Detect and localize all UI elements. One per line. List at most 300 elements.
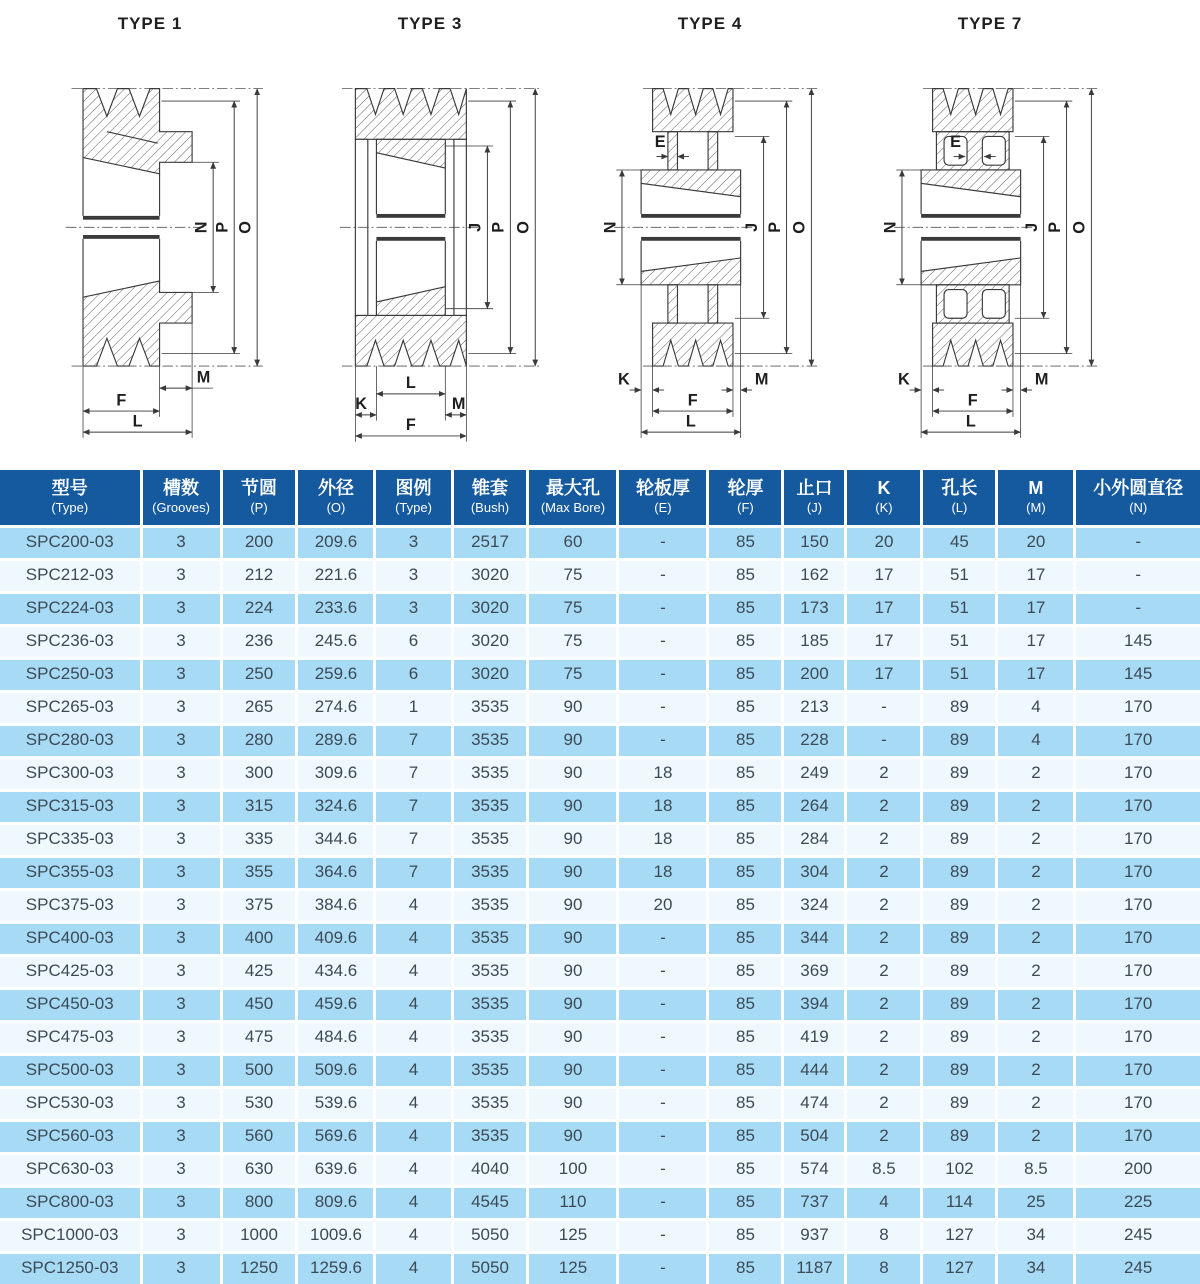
table-cell: 3 bbox=[141, 988, 221, 1021]
table-cell: - bbox=[1075, 592, 1200, 625]
table-cell: 2 bbox=[997, 955, 1075, 988]
table-row bbox=[0, 526, 1200, 559]
header-cell: 型号 (Type) bbox=[0, 470, 141, 526]
dim-label-k: K bbox=[898, 370, 910, 389]
header-cell: 轮板厚 (E) bbox=[618, 470, 708, 526]
table-cell: 90 bbox=[528, 1087, 618, 1120]
header-cell: 锥套 (Bush) bbox=[452, 470, 528, 526]
table-row bbox=[0, 1054, 1200, 1087]
header-cell: 最大孔 (Max Bore) bbox=[528, 470, 618, 526]
table-cell: 221.6 bbox=[297, 559, 375, 592]
table-cell: 3535 bbox=[452, 757, 528, 790]
table-cell: - bbox=[618, 658, 708, 691]
table-cell: 434.6 bbox=[297, 955, 375, 988]
table-cell: 344.6 bbox=[297, 823, 375, 856]
table-cell: - bbox=[618, 922, 708, 955]
table-cell: 85 bbox=[708, 1054, 783, 1087]
table-cell: 45 bbox=[922, 526, 997, 559]
table-cell: 4 bbox=[375, 1186, 452, 1219]
table-cell: 4040 bbox=[452, 1153, 528, 1186]
table-cell: 145 bbox=[1075, 658, 1200, 691]
dim-label-p: P bbox=[489, 221, 508, 233]
table-cell: 25 bbox=[997, 1186, 1075, 1219]
table-cell: 170 bbox=[1075, 1120, 1200, 1153]
table-cell: 3535 bbox=[452, 988, 528, 1021]
table-cell: 3020 bbox=[452, 559, 528, 592]
table-cell: 2 bbox=[846, 889, 922, 922]
table-cell: 170 bbox=[1075, 988, 1200, 1021]
table-cell: 3 bbox=[141, 1087, 221, 1120]
table-cell: 3535 bbox=[452, 1120, 528, 1153]
table-cell: 4 bbox=[375, 1087, 452, 1120]
table-cell: SPC800-03 bbox=[0, 1186, 141, 1219]
table-cell: 800 bbox=[221, 1186, 297, 1219]
table-cell: 6 bbox=[375, 625, 452, 658]
table-cell: - bbox=[618, 1054, 708, 1087]
table-cell: 170 bbox=[1075, 757, 1200, 790]
table-cell: 280 bbox=[221, 724, 297, 757]
dim-label-m: M bbox=[451, 395, 466, 414]
table-cell: 162 bbox=[783, 559, 846, 592]
table-cell: 500 bbox=[221, 1054, 297, 1087]
table-cell: 475 bbox=[221, 1021, 297, 1054]
table-cell: 110 bbox=[528, 1186, 618, 1219]
table-cell: 3535 bbox=[452, 889, 528, 922]
header-cell: K (K) bbox=[846, 470, 922, 526]
table-cell: 3 bbox=[141, 658, 221, 691]
diagram-type-4 bbox=[570, 0, 850, 470]
table-row bbox=[0, 658, 1200, 691]
header-cell: 轮厚 (F) bbox=[708, 470, 783, 526]
table-cell: 170 bbox=[1075, 889, 1200, 922]
table-cell: 409.6 bbox=[297, 922, 375, 955]
table-cell: SPC400-03 bbox=[0, 922, 141, 955]
type-1-drawing bbox=[16, 36, 284, 457]
dim-label-n: N bbox=[601, 221, 620, 234]
table-cell: 51 bbox=[922, 658, 997, 691]
table-cell: 1250 bbox=[221, 1252, 297, 1284]
table-cell: 75 bbox=[528, 658, 618, 691]
dim-label-n: N bbox=[881, 221, 900, 234]
table-cell: - bbox=[618, 592, 708, 625]
table-cell: 3 bbox=[375, 559, 452, 592]
table-cell: 145 bbox=[1075, 625, 1200, 658]
table-cell: 364.6 bbox=[297, 856, 375, 889]
table-cell: 170 bbox=[1075, 823, 1200, 856]
table-cell: 170 bbox=[1075, 955, 1200, 988]
table-row bbox=[0, 1252, 1200, 1284]
dim-label-p: P bbox=[1045, 221, 1064, 233]
table-cell: 85 bbox=[708, 658, 783, 691]
table-cell: 3535 bbox=[452, 691, 528, 724]
table-cell: 85 bbox=[708, 592, 783, 625]
table-cell: 1 bbox=[375, 691, 452, 724]
type-4-drawing bbox=[576, 36, 844, 457]
table-cell: 3 bbox=[141, 1054, 221, 1087]
table-cell: 245.6 bbox=[297, 625, 375, 658]
table-cell: 419 bbox=[783, 1021, 846, 1054]
table-row bbox=[0, 724, 1200, 757]
dim-label-m: M bbox=[754, 370, 769, 389]
diagram-type-3 bbox=[290, 0, 570, 470]
table-cell: 8.5 bbox=[997, 1153, 1075, 1186]
table-cell: 20 bbox=[846, 526, 922, 559]
table-cell: 2 bbox=[846, 955, 922, 988]
table-cell: 809.6 bbox=[297, 1186, 375, 1219]
table-cell: 2 bbox=[997, 1021, 1075, 1054]
table-cell: 2 bbox=[846, 856, 922, 889]
table-cell: SPC630-03 bbox=[0, 1153, 141, 1186]
dim-label-j: J bbox=[742, 222, 761, 232]
table-cell: SPC1000-03 bbox=[0, 1219, 141, 1252]
table-cell: 384.6 bbox=[297, 889, 375, 922]
table-cell: 2 bbox=[997, 889, 1075, 922]
diagrams-row bbox=[0, 0, 1200, 470]
table-cell: SPC200-03 bbox=[0, 526, 141, 559]
table-cell: 17 bbox=[846, 658, 922, 691]
table-cell: 324.6 bbox=[297, 790, 375, 823]
table-cell: 8 bbox=[846, 1219, 922, 1252]
table-cell: 3 bbox=[141, 856, 221, 889]
table-cell: 259.6 bbox=[297, 658, 375, 691]
table-cell: 3 bbox=[141, 889, 221, 922]
table-cell: - bbox=[618, 625, 708, 658]
table-cell: 127 bbox=[922, 1252, 997, 1284]
table-cell: 170 bbox=[1075, 856, 1200, 889]
table-cell: 315 bbox=[221, 790, 297, 823]
table-row bbox=[0, 790, 1200, 823]
table-cell: 3 bbox=[375, 526, 452, 559]
table-cell: 150 bbox=[783, 526, 846, 559]
dim-label-l: L bbox=[132, 412, 143, 431]
table-cell: 2 bbox=[846, 1087, 922, 1120]
dim-label-p: P bbox=[765, 221, 784, 233]
table-cell: 213 bbox=[783, 691, 846, 724]
dim-label-f: F bbox=[405, 416, 416, 435]
table-cell: - bbox=[846, 691, 922, 724]
table-cell: 170 bbox=[1075, 1087, 1200, 1120]
table-cell: 90 bbox=[528, 1021, 618, 1054]
pulley-section bbox=[66, 89, 263, 366]
table-cell: 90 bbox=[528, 691, 618, 724]
table-cell: 3 bbox=[141, 1021, 221, 1054]
table-cell: 185 bbox=[783, 625, 846, 658]
table-cell: 2 bbox=[997, 823, 1075, 856]
table-cell: 89 bbox=[922, 988, 997, 1021]
table-row bbox=[0, 592, 1200, 625]
table-cell: 4 bbox=[846, 1186, 922, 1219]
table-cell: SPC425-03 bbox=[0, 955, 141, 988]
table-cell: 114 bbox=[922, 1186, 997, 1219]
table-cell: SPC280-03 bbox=[0, 724, 141, 757]
table-cell: 51 bbox=[922, 559, 997, 592]
table-cell: 51 bbox=[922, 592, 997, 625]
table-cell: 2 bbox=[846, 922, 922, 955]
table-cell: 89 bbox=[922, 757, 997, 790]
table-cell: 89 bbox=[922, 1120, 997, 1153]
table-cell: 75 bbox=[528, 592, 618, 625]
table-cell: 3 bbox=[141, 559, 221, 592]
diagram-title: TYPE 3 bbox=[397, 14, 463, 33]
table-cell: 170 bbox=[1075, 922, 1200, 955]
table-cell: - bbox=[618, 1219, 708, 1252]
header-row bbox=[0, 470, 1200, 526]
table-cell: 233.6 bbox=[297, 592, 375, 625]
table-cell: 173 bbox=[783, 592, 846, 625]
table-cell: 89 bbox=[922, 1021, 997, 1054]
table-cell: 3535 bbox=[452, 1054, 528, 1087]
table-cell: 4 bbox=[375, 1252, 452, 1284]
table-row bbox=[0, 988, 1200, 1021]
dim-label-l: L bbox=[405, 374, 416, 393]
table-cell: 375 bbox=[221, 889, 297, 922]
table-cell: 4 bbox=[997, 691, 1075, 724]
table-cell: 250 bbox=[221, 658, 297, 691]
table-cell: 274.6 bbox=[297, 691, 375, 724]
table-cell: - bbox=[1075, 559, 1200, 592]
header-cell: 图例 (Type) bbox=[375, 470, 452, 526]
diagram-title: TYPE 7 bbox=[957, 14, 1023, 33]
table-cell: 3 bbox=[141, 1252, 221, 1284]
dim-label-l: L bbox=[685, 412, 696, 431]
table-cell: 2517 bbox=[452, 526, 528, 559]
table-cell: 85 bbox=[708, 1153, 783, 1186]
table-cell: - bbox=[618, 691, 708, 724]
header-cell: 小外圆直径 (N) bbox=[1075, 470, 1200, 526]
table-cell: 85 bbox=[708, 1021, 783, 1054]
table-cell: 85 bbox=[708, 757, 783, 790]
table-cell: SPC315-03 bbox=[0, 790, 141, 823]
table-cell: 4545 bbox=[452, 1186, 528, 1219]
table-cell: 2 bbox=[997, 1087, 1075, 1120]
table-cell: 1187 bbox=[783, 1252, 846, 1284]
table-cell: 4 bbox=[997, 724, 1075, 757]
table-cell: 17 bbox=[846, 559, 922, 592]
table-cell: 3 bbox=[141, 1120, 221, 1153]
table-cell: 127 bbox=[922, 1219, 997, 1252]
table-row bbox=[0, 922, 1200, 955]
table-cell: 289.6 bbox=[297, 724, 375, 757]
table-cell: 2 bbox=[846, 988, 922, 1021]
table-cell: 509.6 bbox=[297, 1054, 375, 1087]
table-cell: 89 bbox=[922, 1087, 997, 1120]
table-cell: SPC560-03 bbox=[0, 1120, 141, 1153]
table-cell: 4 bbox=[375, 1054, 452, 1087]
table-cell: 7 bbox=[375, 790, 452, 823]
dim-label-m: M bbox=[1034, 370, 1049, 389]
table-cell: 344 bbox=[783, 922, 846, 955]
table-cell: 2 bbox=[997, 988, 1075, 1021]
table-cell: 265 bbox=[221, 691, 297, 724]
table-cell: 85 bbox=[708, 724, 783, 757]
table-cell: 17 bbox=[997, 559, 1075, 592]
header-cell: 外径 (O) bbox=[297, 470, 375, 526]
table-cell: 4 bbox=[375, 955, 452, 988]
table-cell: 170 bbox=[1075, 691, 1200, 724]
table-row bbox=[0, 955, 1200, 988]
table-cell: 90 bbox=[528, 1120, 618, 1153]
dim-label-f: F bbox=[687, 391, 698, 410]
table-cell: 170 bbox=[1075, 1054, 1200, 1087]
table-cell: 2 bbox=[997, 922, 1075, 955]
dim-label-e: E bbox=[950, 132, 961, 151]
table-cell: 3535 bbox=[452, 922, 528, 955]
diagram-type-7 bbox=[850, 0, 1130, 470]
table-cell: 394 bbox=[783, 988, 846, 1021]
table-cell: 18 bbox=[618, 790, 708, 823]
table-cell: 4 bbox=[375, 1153, 452, 1186]
header-cell: 槽数 (Grooves) bbox=[141, 470, 221, 526]
table-cell: 2 bbox=[846, 790, 922, 823]
table-cell: 90 bbox=[528, 856, 618, 889]
dim-label-n: N bbox=[192, 221, 211, 234]
table-cell: SPC250-03 bbox=[0, 658, 141, 691]
table-cell: 369 bbox=[783, 955, 846, 988]
table-cell: 355 bbox=[221, 856, 297, 889]
table-cell: 1000 bbox=[221, 1219, 297, 1252]
table-cell: - bbox=[618, 1252, 708, 1284]
type-3-drawing bbox=[296, 36, 564, 457]
header-cell: 孔长 (L) bbox=[922, 470, 997, 526]
dim-label-j: J bbox=[466, 222, 485, 232]
table-cell: 17 bbox=[846, 625, 922, 658]
table-row bbox=[0, 1153, 1200, 1186]
table-row bbox=[0, 889, 1200, 922]
table-cell: 444 bbox=[783, 1054, 846, 1087]
table-cell: SPC530-03 bbox=[0, 1087, 141, 1120]
table-cell: - bbox=[618, 1120, 708, 1153]
table-cell: 225 bbox=[1075, 1186, 1200, 1219]
table-cell: 3 bbox=[141, 592, 221, 625]
dim-label-p: P bbox=[213, 221, 232, 233]
table-row bbox=[0, 1186, 1200, 1219]
table-cell: 3535 bbox=[452, 955, 528, 988]
table-cell: 34 bbox=[997, 1252, 1075, 1284]
table-cell: 85 bbox=[708, 1186, 783, 1219]
table-cell: SPC236-03 bbox=[0, 625, 141, 658]
table-cell: 85 bbox=[708, 922, 783, 955]
table-cell: 3 bbox=[141, 790, 221, 823]
table-cell: 85 bbox=[708, 988, 783, 1021]
table-cell: 3 bbox=[141, 1186, 221, 1219]
table-cell: 224 bbox=[221, 592, 297, 625]
table-cell: 170 bbox=[1075, 1021, 1200, 1054]
table-row bbox=[0, 625, 1200, 658]
table-cell: 89 bbox=[922, 922, 997, 955]
table-row bbox=[0, 559, 1200, 592]
table-cell: 125 bbox=[528, 1252, 618, 1284]
table-cell: 560 bbox=[221, 1120, 297, 1153]
table-cell: 300 bbox=[221, 757, 297, 790]
table-cell: 170 bbox=[1075, 790, 1200, 823]
table-cell: 245 bbox=[1075, 1252, 1200, 1284]
table-cell: SPC224-03 bbox=[0, 592, 141, 625]
table-cell: 236 bbox=[221, 625, 297, 658]
table-cell: 85 bbox=[708, 955, 783, 988]
table-cell: 17 bbox=[997, 592, 1075, 625]
table-cell: 8 bbox=[846, 1252, 922, 1284]
table-cell: 90 bbox=[528, 988, 618, 1021]
table-cell: 2 bbox=[846, 757, 922, 790]
table-cell: 89 bbox=[922, 889, 997, 922]
table-cell: 5050 bbox=[452, 1252, 528, 1284]
table-cell: 102 bbox=[922, 1153, 997, 1186]
table-cell: 90 bbox=[528, 889, 618, 922]
table-cell: 18 bbox=[618, 856, 708, 889]
table-cell: 245 bbox=[1075, 1219, 1200, 1252]
table-cell: 3535 bbox=[452, 1021, 528, 1054]
table-cell: 125 bbox=[528, 1219, 618, 1252]
table-cell: 17 bbox=[846, 592, 922, 625]
table-cell: SPC355-03 bbox=[0, 856, 141, 889]
table-cell: 324 bbox=[783, 889, 846, 922]
table-cell: 3535 bbox=[452, 823, 528, 856]
table-cell: 2 bbox=[997, 856, 1075, 889]
table-cell: 89 bbox=[922, 955, 997, 988]
table-cell: SPC212-03 bbox=[0, 559, 141, 592]
table-cell: - bbox=[618, 1153, 708, 1186]
table-cell: 2 bbox=[846, 1054, 922, 1087]
table-cell: 3 bbox=[141, 1153, 221, 1186]
table-cell: SPC300-03 bbox=[0, 757, 141, 790]
table-cell: 3535 bbox=[452, 790, 528, 823]
table-cell: 7 bbox=[375, 823, 452, 856]
table-cell: 89 bbox=[922, 823, 997, 856]
table-cell: 1259.6 bbox=[297, 1252, 375, 1284]
table-cell: - bbox=[846, 724, 922, 757]
table-cell: 1009.6 bbox=[297, 1219, 375, 1252]
table-cell: 2 bbox=[997, 757, 1075, 790]
table-cell: 90 bbox=[528, 955, 618, 988]
table-cell: SPC500-03 bbox=[0, 1054, 141, 1087]
table-cell: 569.6 bbox=[297, 1120, 375, 1153]
table-cell: 85 bbox=[708, 1219, 783, 1252]
table-cell: 484.6 bbox=[297, 1021, 375, 1054]
table-cell: 284 bbox=[783, 823, 846, 856]
table-cell: 3 bbox=[141, 955, 221, 988]
table-cell: 85 bbox=[708, 889, 783, 922]
spec-table bbox=[0, 470, 1200, 1284]
table-cell: 4 bbox=[375, 889, 452, 922]
dim-label-l: L bbox=[965, 412, 976, 431]
table-cell: SPC375-03 bbox=[0, 889, 141, 922]
table-cell: 3 bbox=[141, 691, 221, 724]
table-cell: 400 bbox=[221, 922, 297, 955]
table-cell: 85 bbox=[708, 823, 783, 856]
table-cell: 4 bbox=[375, 1219, 452, 1252]
table-cell: 51 bbox=[922, 625, 997, 658]
table-cell: 639.6 bbox=[297, 1153, 375, 1186]
table-cell: 3 bbox=[141, 823, 221, 856]
dim-label-k: K bbox=[618, 370, 630, 389]
table-cell: 3020 bbox=[452, 592, 528, 625]
table-cell: 2 bbox=[997, 1120, 1075, 1153]
table-cell: 89 bbox=[922, 724, 997, 757]
table-cell: 3 bbox=[141, 724, 221, 757]
dim-label-m: M bbox=[196, 368, 211, 387]
table-cell: 20 bbox=[618, 889, 708, 922]
table-cell: 90 bbox=[528, 1054, 618, 1087]
table-cell: 18 bbox=[618, 823, 708, 856]
dim-label-k: K bbox=[355, 395, 367, 414]
table-row bbox=[0, 823, 1200, 856]
dim-label-o: O bbox=[514, 221, 533, 234]
table-cell: 539.6 bbox=[297, 1087, 375, 1120]
table-cell: 100 bbox=[528, 1153, 618, 1186]
table-cell: 249 bbox=[783, 757, 846, 790]
dim-label-f: F bbox=[116, 391, 127, 410]
diagram-type-1 bbox=[10, 0, 290, 470]
